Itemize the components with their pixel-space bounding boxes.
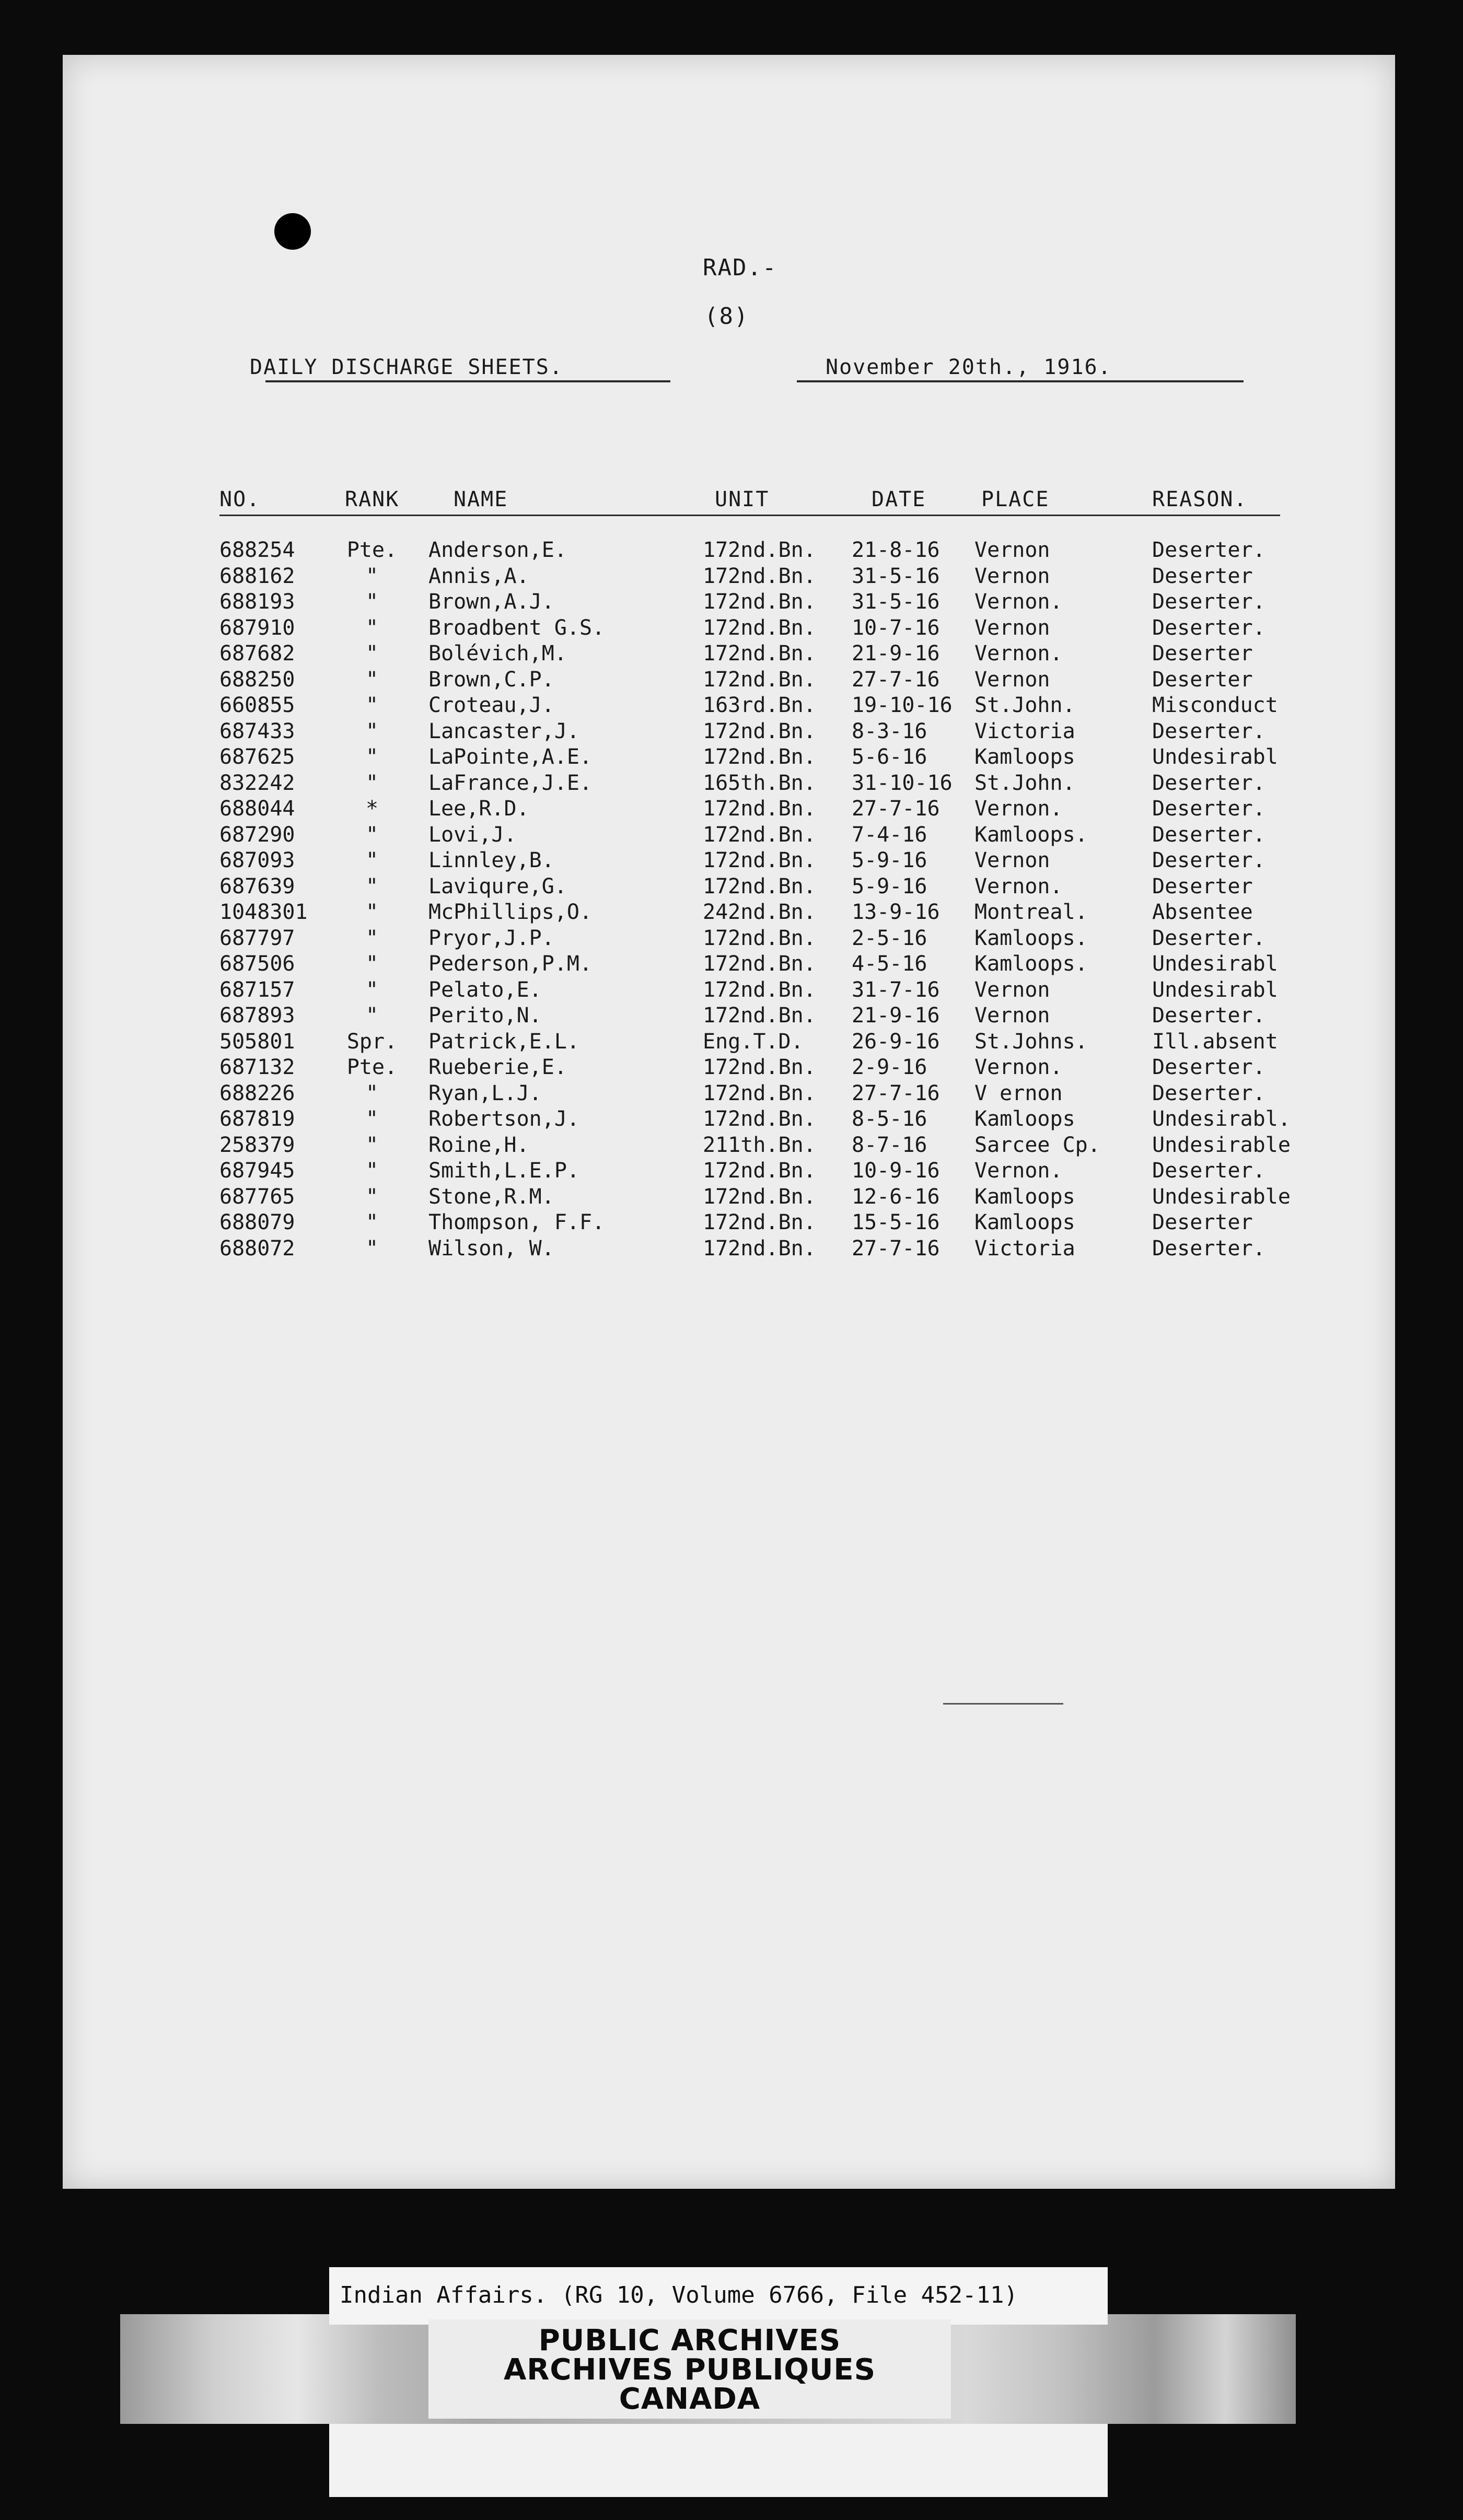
cell-date: 5-6-16: [852, 745, 927, 769]
cell-number: 687157: [219, 977, 295, 1002]
document-page: [63, 55, 1395, 2189]
header-no: NO.: [219, 487, 261, 511]
cell-number: 687765: [219, 1184, 295, 1209]
cell-rank: ": [365, 745, 379, 769]
cell-name: Ryan,L.J.: [428, 1081, 542, 1105]
cell-reason: Deserter: [1152, 667, 1253, 692]
cell-place: Vernon: [974, 667, 1050, 692]
table-row: [63, 1210, 1395, 1236]
cell-name: Lee,R.D.: [428, 797, 529, 821]
cell-rank: ": [365, 590, 379, 614]
cell-reason: Undesirable: [1152, 1184, 1291, 1209]
cell-date: 27-7-16: [852, 1081, 940, 1105]
cell-name: Linnley,B.: [428, 848, 554, 872]
cell-reason: Deserter.: [1152, 538, 1265, 562]
cell-name: Robertson,J.: [428, 1107, 579, 1131]
cell-rank: ": [365, 1004, 379, 1028]
cell-rank: ": [365, 1133, 379, 1157]
cell-date: 5-9-16: [852, 848, 927, 872]
cell-unit: 211th.Bn.: [703, 1133, 816, 1157]
table-row: [63, 797, 1395, 823]
table-row: [63, 1133, 1395, 1159]
cell-number: 688226: [219, 1081, 295, 1105]
cell-unit: 172nd.Bn.: [703, 1236, 816, 1261]
cell-name: Annis,A.: [428, 564, 529, 588]
cell-name: Pryor,J.P.: [428, 926, 554, 950]
table-row: [63, 978, 1395, 1004]
table-row: [63, 1055, 1395, 1081]
cell-reason: Deserter.: [1152, 926, 1265, 950]
cell-place: Victoria: [974, 1236, 1075, 1261]
cell-number: 688079: [219, 1210, 295, 1234]
table-row: [63, 641, 1395, 668]
cell-name: Thompson, F.F.: [428, 1210, 605, 1234]
date-underline: [797, 380, 1244, 382]
cell-unit: 163rd.Bn.: [703, 693, 816, 717]
cell-name: Brown,C.P.: [428, 667, 554, 692]
table-row: [63, 693, 1395, 719]
table-row: [63, 823, 1395, 849]
archive-stamp-footer: [329, 2424, 1108, 2497]
cell-rank: ": [365, 771, 379, 795]
cell-reason: Deserter.: [1152, 1004, 1265, 1028]
cell-name: Lancaster,J.: [428, 719, 579, 743]
cell-place: Kamloops.: [974, 926, 1088, 950]
cell-unit: 242nd.Bn.: [703, 900, 816, 924]
cell-rank: ": [365, 1159, 379, 1183]
cell-number: 687910: [219, 615, 295, 640]
punch-hole: [274, 213, 311, 250]
cell-unit: 172nd.Bn.: [703, 1210, 816, 1234]
cell-place: St.Johns.: [974, 1029, 1088, 1054]
cell-unit: 172nd.Bn.: [703, 926, 816, 950]
table-row: [63, 719, 1395, 745]
table-row: [63, 745, 1395, 771]
cell-rank: ": [365, 1081, 379, 1105]
cell-date: 5-9-16: [852, 874, 927, 899]
cell-date: 31-7-16: [852, 977, 940, 1002]
cell-name: Patrick,E.L.: [428, 1029, 579, 1054]
cell-reason: Undesirabl: [1152, 977, 1278, 1002]
table-row: [63, 1236, 1395, 1263]
cell-reason: Deserter.: [1152, 1236, 1265, 1261]
header-reason: REASON.: [1152, 487, 1248, 511]
cell-place: Vernon: [974, 615, 1050, 640]
cell-reason: Absentee: [1152, 900, 1253, 924]
cell-unit: 172nd.Bn.: [703, 1055, 816, 1079]
cell-date: 31-10-16: [852, 771, 953, 795]
cell-place: Kamloops: [974, 1184, 1075, 1209]
cell-number: 505801: [219, 1029, 295, 1054]
cell-unit: 172nd.Bn.: [703, 797, 816, 821]
cell-place: Vernon.: [974, 874, 1063, 899]
cell-unit: 165th.Bn.: [703, 771, 816, 795]
cell-place: Kamloops.: [974, 952, 1088, 976]
cell-rank: ": [365, 1236, 379, 1261]
cell-unit: 172nd.Bn.: [703, 1081, 816, 1105]
cell-date: 7-4-16: [852, 822, 927, 847]
cell-date: 8-5-16: [852, 1107, 927, 1131]
cell-reason: Deserter.: [1152, 615, 1265, 640]
cell-number: 687093: [219, 848, 295, 872]
table-row: [63, 1030, 1395, 1056]
cell-rank: ": [365, 977, 379, 1002]
cell-place: Vernon.: [974, 590, 1063, 614]
cell-date: 8-3-16: [852, 719, 927, 743]
cell-reason: Deserter.: [1152, 1159, 1265, 1183]
cell-number: 687682: [219, 641, 295, 666]
cell-name: Lovi,J.: [428, 822, 517, 847]
archive-stamp: [428, 2319, 951, 2419]
page-number: (8): [704, 303, 749, 330]
sheet-title: DAILY DISCHARGE SHEETS.: [250, 355, 563, 379]
table-row: [63, 564, 1395, 590]
cell-name: Pelato,E.: [428, 977, 542, 1002]
cell-name: Smith,L.E.P.: [428, 1159, 579, 1183]
cell-unit: 172nd.Bn.: [703, 590, 816, 614]
cell-number: 258379: [219, 1133, 295, 1157]
cell-rank: Pte.: [346, 1055, 398, 1079]
cell-place: V ernon: [974, 1081, 1063, 1105]
cell-reason: Misconduct: [1152, 693, 1278, 717]
cell-date: 26-9-16: [852, 1029, 940, 1054]
cell-unit: 172nd.Bn.: [703, 667, 816, 692]
cell-date: 2-9-16: [852, 1055, 927, 1079]
cell-name: Laviqure,G.: [428, 874, 567, 899]
cell-unit: 172nd.Bn.: [703, 1004, 816, 1028]
cell-name: Wilson, W.: [428, 1236, 554, 1261]
cell-unit: 172nd.Bn.: [703, 538, 816, 562]
cell-reason: Undesirabl.: [1152, 1107, 1291, 1131]
table-row: [63, 668, 1395, 694]
cell-rank: ": [365, 564, 379, 588]
cell-place: Vernon: [974, 564, 1050, 588]
collection-label: [329, 2267, 1108, 2325]
archive-stamp-line-3: CANADA: [619, 2382, 761, 2416]
cell-place: Kamloops: [974, 745, 1075, 769]
cell-rank: ": [365, 874, 379, 899]
cell-rank: ": [365, 900, 379, 924]
cell-unit: 172nd.Bn.: [703, 952, 816, 976]
cell-rank: ": [365, 641, 379, 666]
cell-number: 688072: [219, 1236, 295, 1261]
header-place: PLACE: [981, 487, 1050, 511]
cell-unit: 172nd.Bn.: [703, 977, 816, 1002]
cell-place: Vernon.: [974, 1159, 1063, 1183]
cell-place: Vernon: [974, 848, 1050, 872]
cell-number: 687132: [219, 1055, 295, 1079]
cell-number: 687506: [219, 952, 295, 976]
table-row: [63, 538, 1395, 564]
header-name: NAME: [454, 487, 508, 511]
cell-reason: Deserter.: [1152, 848, 1265, 872]
cell-unit: 172nd.Bn.: [703, 641, 816, 666]
cell-rank: ": [365, 693, 379, 717]
cell-place: Kamloops: [974, 1107, 1075, 1131]
table-row: [63, 616, 1395, 642]
cell-date: 15-5-16: [852, 1210, 940, 1234]
cell-date: 10-7-16: [852, 615, 940, 640]
header-underline: [219, 515, 1280, 516]
cell-date: 10-9-16: [852, 1159, 940, 1183]
cell-reason: Deserter.: [1152, 1055, 1265, 1079]
table-row: [63, 1107, 1395, 1133]
cell-unit: 172nd.Bn.: [703, 848, 816, 872]
cell-unit: 172nd.Bn.: [703, 1159, 816, 1183]
cell-name: Anderson,E.: [428, 538, 567, 562]
cell-place: St.John.: [974, 693, 1075, 717]
cell-reason: Deserter.: [1152, 590, 1265, 614]
table-row: [63, 874, 1395, 901]
table-row: [63, 1004, 1395, 1030]
cell-unit: 172nd.Bn.: [703, 719, 816, 743]
title-underline: [265, 380, 670, 382]
collection-label-text: Indian Affairs. (RG 10, Volume 6766, File 452-11): [340, 2282, 1018, 2308]
cell-rank: ": [365, 667, 379, 692]
sheet-date: November 20th., 1916.: [826, 355, 1112, 379]
header-date: DATE: [872, 487, 926, 511]
cell-rank: Pte.: [346, 538, 398, 562]
cell-unit: 172nd.Bn.: [703, 615, 816, 640]
cell-date: 27-7-16: [852, 1236, 940, 1261]
cell-place: Kamloops: [974, 1210, 1075, 1234]
cell-date: 2-5-16: [852, 926, 927, 950]
cell-unit: 172nd.Bn.: [703, 1184, 816, 1209]
cell-place: Kamloops.: [974, 822, 1088, 847]
cell-number: 687819: [219, 1107, 295, 1131]
cell-date: 12-6-16: [852, 1184, 940, 1209]
cell-number: 688250: [219, 667, 295, 692]
table-row: [63, 1081, 1395, 1107]
table-row: [63, 900, 1395, 926]
cell-number: 688254: [219, 538, 295, 562]
cell-rank: ": [365, 719, 379, 743]
cell-date: 19-10-16: [852, 693, 953, 717]
cell-date: 4-5-16: [852, 952, 927, 976]
table-row: [63, 1159, 1395, 1185]
cell-name: Bolévich,M.: [428, 641, 567, 666]
cell-place: Vernon: [974, 977, 1050, 1002]
cell-date: 21-9-16: [852, 641, 940, 666]
cell-date: 31-5-16: [852, 564, 940, 588]
cell-number: 688044: [219, 797, 295, 821]
cell-date: 31-5-16: [852, 590, 940, 614]
cell-number: 687945: [219, 1159, 295, 1183]
cell-place: Vernon.: [974, 641, 1063, 666]
header-unit: UNIT: [715, 487, 770, 511]
cell-rank: ": [365, 1107, 379, 1131]
cell-reason: Ill.absent: [1152, 1029, 1278, 1054]
cell-rank: ": [365, 822, 379, 847]
cell-unit: 172nd.Bn.: [703, 564, 816, 588]
table-row: [63, 926, 1395, 952]
cell-rank: ": [365, 926, 379, 950]
cell-unit: 172nd.Bn.: [703, 1107, 816, 1131]
cell-reason: Deserter.: [1152, 1081, 1265, 1105]
cell-reason: Undesirabl: [1152, 952, 1278, 976]
cell-date: 13-9-16: [852, 900, 940, 924]
reference-code: RAD.-: [703, 254, 777, 281]
cell-reason: Deserter.: [1152, 797, 1265, 821]
cell-rank: ": [365, 615, 379, 640]
cell-place: Vernon.: [974, 1055, 1063, 1079]
cell-unit: 172nd.Bn.: [703, 745, 816, 769]
cell-place: Vernon: [974, 1004, 1050, 1028]
cell-reason: Deserter: [1152, 1210, 1253, 1234]
cell-number: 687625: [219, 745, 295, 769]
cell-rank: ": [365, 848, 379, 872]
cell-rank: ": [365, 1184, 379, 1209]
table-row: [63, 1185, 1395, 1211]
cell-number: 687797: [219, 926, 295, 950]
cell-place: Victoria: [974, 719, 1075, 743]
cell-number: 687893: [219, 1004, 295, 1028]
cell-number: 687639: [219, 874, 295, 899]
cell-name: LaFrance,J.E.: [428, 771, 593, 795]
cell-place: Sarcee Cp.: [974, 1133, 1100, 1157]
cell-date: 21-8-16: [852, 538, 940, 562]
cell-number: 832242: [219, 771, 295, 795]
table-row: [63, 952, 1395, 978]
cell-date: 27-7-16: [852, 667, 940, 692]
header-rank: RANK: [345, 487, 400, 511]
discharge-table-body: [63, 538, 1395, 1262]
cell-name: Broadbent G.S.: [428, 615, 605, 640]
table-row: [63, 590, 1395, 616]
cell-number: 687290: [219, 822, 295, 847]
cell-place: Vernon: [974, 538, 1050, 562]
cell-name: Pederson,P.M.: [428, 952, 593, 976]
cell-name: Croteau,J.: [428, 693, 554, 717]
cell-number: 687433: [219, 719, 295, 743]
cell-reason: Deserter: [1152, 874, 1253, 899]
cell-reason: Deserter: [1152, 641, 1253, 666]
cell-reason: Deserter: [1152, 564, 1253, 588]
cell-reason: Undesirabl: [1152, 745, 1278, 769]
cell-name: Brown,A.J.: [428, 590, 554, 614]
cell-number: 688162: [219, 564, 295, 588]
cell-number: 688193: [219, 590, 295, 614]
cell-reason: Deserter.: [1152, 771, 1265, 795]
cell-reason: Deserter.: [1152, 719, 1265, 743]
cell-name: McPhillips,O.: [428, 900, 593, 924]
cell-name: LaPointe,A.E.: [428, 745, 593, 769]
cell-reason: Undesirable: [1152, 1133, 1291, 1157]
cell-rank: ": [365, 1210, 379, 1234]
cell-number: 1048301: [219, 900, 308, 924]
cell-rank: ": [365, 952, 379, 976]
cell-reason: Deserter.: [1152, 822, 1265, 847]
cell-date: 8-7-16: [852, 1133, 927, 1157]
cell-place: St.John.: [974, 771, 1075, 795]
cell-place: Montreal.: [974, 900, 1088, 924]
cell-unit: 172nd.Bn.: [703, 874, 816, 899]
archive-stamp-line-1: PUBLIC ARCHIVES: [538, 2324, 841, 2358]
cell-rank: *: [365, 797, 379, 821]
cell-number: 660855: [219, 693, 295, 717]
stray-mark: [943, 1703, 1063, 1705]
cell-rank: Spr.: [346, 1029, 398, 1054]
cell-name: Perito,N.: [428, 1004, 542, 1028]
archive-stamp-line-2: ARCHIVES PUBLIQUES: [503, 2353, 876, 2387]
table-row: [63, 848, 1395, 874]
cell-name: Roine,H.: [428, 1133, 529, 1157]
cell-date: 21-9-16: [852, 1004, 940, 1028]
cell-date: 27-7-16: [852, 797, 940, 821]
table-row: [63, 771, 1395, 797]
cell-place: Vernon.: [974, 797, 1063, 821]
cell-name: Stone,R.M.: [428, 1184, 554, 1209]
cell-unit: 172nd.Bn.: [703, 822, 816, 847]
cell-unit: Eng.T.D.: [703, 1029, 804, 1054]
cell-name: Rueberie,E.: [428, 1055, 567, 1079]
